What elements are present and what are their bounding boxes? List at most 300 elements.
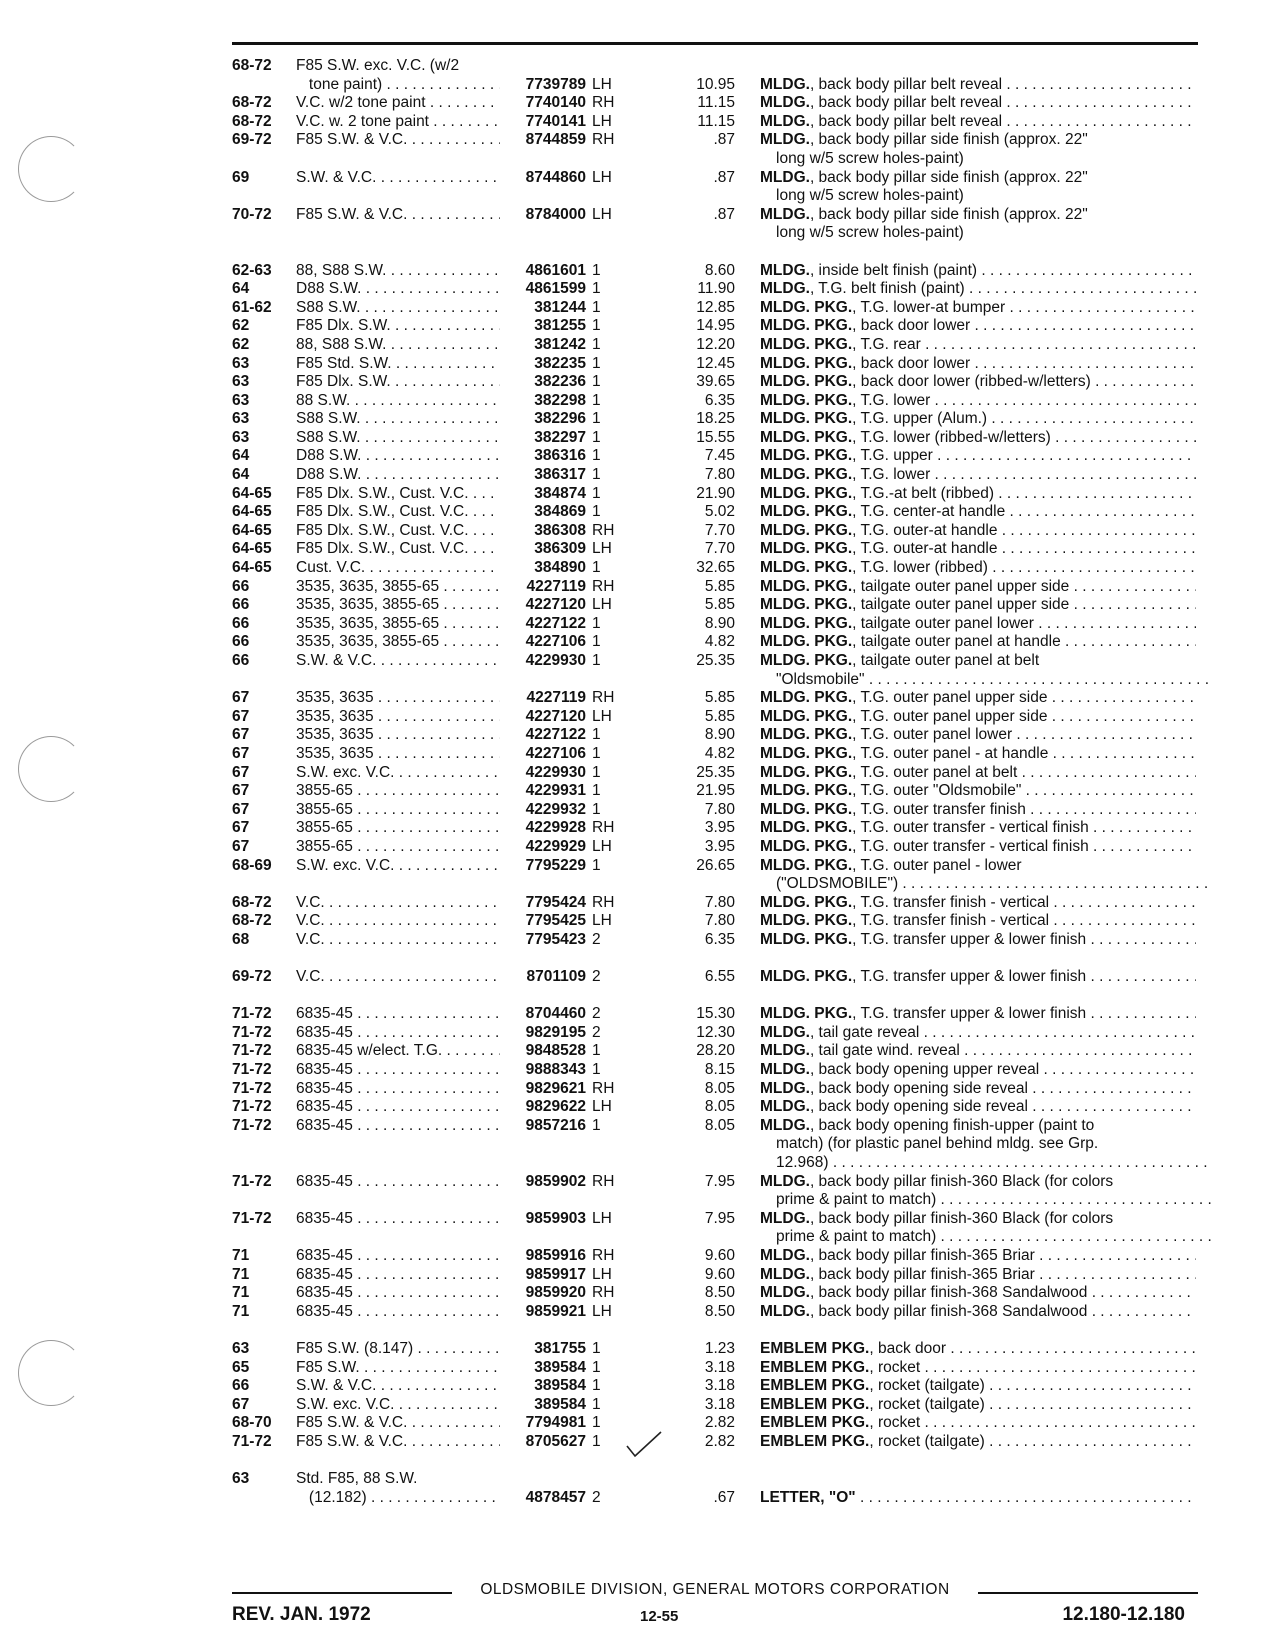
quantity: 1 <box>592 1377 601 1395</box>
part-category: MLDG. PKG. <box>760 744 853 762</box>
model-applicability: 6835-45 . . . <box>296 1247 506 1266</box>
model-applicability: V.C. . . . <box>296 968 506 987</box>
part-number: 4229928 <box>500 819 586 838</box>
model-applicability: 6835-45 . . . <box>296 1117 506 1136</box>
quantity: 1 <box>592 1414 601 1432</box>
part-category: MLDG. PKG. <box>760 577 853 595</box>
description-text: , back body pillar finish-360 Black (for colors <box>809 1172 1114 1190</box>
description-text: , back body pillar side finish (approx. 22" <box>809 205 1088 223</box>
price: 12.30 <box>696 1023 735 1041</box>
quantity: 1 <box>592 447 601 465</box>
part-category: MLDG. PKG. <box>760 856 853 874</box>
part-number: 7795423 <box>500 931 586 950</box>
part-number: 382298 <box>500 392 586 411</box>
model-year: 62-63 <box>232 261 272 279</box>
table-row <box>232 1489 1198 1508</box>
part-number: 4229929 <box>500 838 586 857</box>
model-applicability: D88 S.W. . . . <box>296 466 506 485</box>
part-number: 4227122 <box>500 726 586 745</box>
model-year: 71-72 <box>232 1079 272 1097</box>
price: 7.95 <box>704 1172 735 1190</box>
model-applicability: 3855-65 . . . <box>296 801 506 820</box>
description-text: , T.G. outer panel at belt <box>852 763 1018 781</box>
description-text: , back body opening upper reveal <box>809 1061 1040 1079</box>
model-year: 66 <box>232 577 250 595</box>
part-number: 386317 <box>500 466 586 485</box>
part-description <box>760 1005 1196 1024</box>
price: 1.23 <box>704 1339 735 1357</box>
price: 10.95 <box>696 75 735 93</box>
price: 5.02 <box>704 503 735 521</box>
part-description <box>760 206 1196 225</box>
model-year: 61-62 <box>232 298 272 316</box>
table-row <box>232 485 1198 504</box>
price: 18.25 <box>696 410 735 428</box>
part-number: 9859903 <box>500 1210 586 1229</box>
table-row <box>232 801 1198 820</box>
model-applicability: 3535, 3635 . . . <box>296 708 506 727</box>
part-description <box>760 968 1196 987</box>
quantity: 1 <box>592 856 601 874</box>
description-text: , rocket (tailgate) <box>869 1377 985 1395</box>
part-number: 8744859 <box>500 131 586 150</box>
model-applicability: F85 Dlx. S.W. . . . <box>296 317 506 336</box>
model-year: 63 <box>232 1470 250 1488</box>
table-row <box>232 355 1198 374</box>
part-description <box>760 485 1196 504</box>
part-description <box>760 615 1196 634</box>
quantity: RH <box>592 1247 615 1264</box>
part-description <box>760 1247 1196 1266</box>
part-description <box>760 1042 1196 1061</box>
price: 21.95 <box>696 782 735 800</box>
model-year: 64-65 <box>232 540 272 558</box>
price: 3.18 <box>704 1377 735 1395</box>
model-year: 67 <box>232 726 250 744</box>
table-row <box>232 540 1198 559</box>
table-row <box>232 596 1198 615</box>
quantity: 1 <box>592 391 601 409</box>
table-row <box>232 1191 1198 1210</box>
row-spacer <box>232 1321 1198 1340</box>
description-text: , tailgate outer panel upper side <box>852 577 1070 595</box>
table-row <box>232 187 1198 206</box>
part-description <box>760 857 1196 876</box>
part-category: MLDG. PKG. <box>760 596 853 614</box>
part-number: 4878457 <box>500 1489 586 1508</box>
part-description <box>760 671 1212 690</box>
model-applicability: F85 S.W. & V.C. . . . <box>296 206 506 225</box>
page-number: 12-55 <box>640 1608 679 1625</box>
table-row <box>232 894 1198 913</box>
quantity: RH <box>592 689 615 707</box>
quantity: 1 <box>592 1061 601 1079</box>
description-text: , T.G. center-at handle <box>852 503 1006 521</box>
model-year: 68-72 <box>232 912 272 930</box>
model-applicability: S.W. & V.C. . . . <box>296 652 506 671</box>
table-row <box>232 1210 1198 1229</box>
table-row <box>232 1266 1198 1285</box>
part-category: MLDG. PKG. <box>760 410 853 428</box>
quantity: LH <box>592 1209 612 1227</box>
table-row <box>232 782 1198 801</box>
model-year: 64 <box>232 466 250 484</box>
description-text: 12.968) <box>776 1154 829 1172</box>
part-description <box>760 1414 1196 1433</box>
part-category: MLDG. <box>760 1079 810 1097</box>
part-number: 9859916 <box>500 1247 586 1266</box>
price: 3.18 <box>704 1358 735 1376</box>
quantity: 1 <box>592 373 601 391</box>
price: 7.70 <box>704 540 735 558</box>
description-text: , tailgate outer panel upper side <box>852 596 1070 614</box>
part-number: 9829621 <box>500 1080 586 1099</box>
quantity: 1 <box>592 410 601 428</box>
binder-hole <box>18 736 84 802</box>
part-number: 4229931 <box>500 782 586 801</box>
description-text: , back body pillar finish-365 Briar <box>809 1247 1035 1264</box>
part-number: 7794981 <box>500 1414 586 1433</box>
description-text: , T.G. lower (ribbed-w/letters) <box>852 428 1051 446</box>
part-category: MLDG. PKG. <box>760 484 853 502</box>
table-row <box>232 633 1198 652</box>
price: 9.60 <box>704 1265 735 1283</box>
description-text: , back body pillar side finish (approx. 22" <box>809 131 1088 149</box>
part-number: 381255 <box>500 317 586 336</box>
part-category: MLDG. PKG. <box>760 763 853 781</box>
part-description <box>760 1228 1212 1247</box>
part-description <box>760 689 1196 708</box>
quantity: 1 <box>592 503 601 521</box>
model-year: 71-72 <box>232 1098 272 1116</box>
model-applicability: 6835-45 . . . <box>296 1284 506 1303</box>
price: 8.90 <box>704 614 735 632</box>
description-text: ("OLDSMOBILE") <box>776 875 899 893</box>
description-text: , T.G. outer-at handle <box>852 540 998 558</box>
table-row <box>232 503 1198 522</box>
model-year: 64 <box>232 280 250 298</box>
table-row <box>232 671 1198 690</box>
part-description <box>760 745 1196 764</box>
part-category: MLDG. PKG. <box>760 782 853 800</box>
model-applicability: V.C. . . . <box>296 894 506 913</box>
model-year: 71-72 <box>232 1209 272 1227</box>
group-number: 12.180-12.180 <box>1062 1604 1185 1625</box>
revision-date: REV. JAN. 1972 <box>232 1604 371 1625</box>
model-year: 68-70 <box>232 1414 272 1432</box>
part-number: 386316 <box>500 447 586 466</box>
model-year: 71 <box>232 1247 250 1264</box>
description-text: , T.G. outer panel - at handle <box>852 744 1049 762</box>
part-description <box>760 447 1196 466</box>
model-year: 68-72 <box>232 893 272 911</box>
table-row <box>232 1154 1198 1173</box>
part-description <box>760 429 1196 448</box>
quantity: 1 <box>592 1116 601 1134</box>
quantity: LH <box>592 75 612 93</box>
quantity: RH <box>592 893 615 911</box>
quantity: LH <box>592 112 612 130</box>
part-description <box>760 1266 1196 1285</box>
quantity: 1 <box>592 633 601 651</box>
part-category: MLDG. <box>760 1116 810 1134</box>
table-row <box>232 615 1198 634</box>
part-category: MLDG. PKG. <box>760 391 853 409</box>
part-number: 389584 <box>500 1359 586 1378</box>
table-row <box>232 1377 1198 1396</box>
part-description <box>760 1098 1196 1117</box>
row-spacer <box>232 1452 1198 1471</box>
price: 2.82 <box>704 1414 735 1432</box>
price: .67 <box>713 1488 735 1506</box>
table-row <box>232 838 1198 857</box>
quantity: 2 <box>592 1005 601 1023</box>
part-description <box>760 317 1196 336</box>
part-category: EMBLEM PKG. <box>760 1339 870 1357</box>
model-applicability: 88, S88 S.W. . . . <box>296 336 506 355</box>
description-text: , T.G. lower (ribbed) <box>852 559 988 577</box>
part-category: MLDG. <box>760 168 810 186</box>
quantity: 1 <box>592 428 601 446</box>
quantity: 1 <box>592 317 601 335</box>
quantity: 1 <box>592 800 601 818</box>
model-year: 67 <box>232 819 250 837</box>
model-year: 70-72 <box>232 205 272 223</box>
table-row <box>232 169 1198 188</box>
quantity: RH <box>592 94 615 112</box>
part-number: 384869 <box>500 503 586 522</box>
model-year: 62 <box>232 335 250 353</box>
part-description <box>760 1173 1196 1192</box>
table-row <box>232 726 1198 745</box>
quantity: LH <box>592 707 612 725</box>
table-row <box>232 206 1198 225</box>
model-applicability: S88 S.W. . . . <box>296 299 506 318</box>
table-row <box>232 57 1198 76</box>
part-number: 7740141 <box>500 113 586 132</box>
table-row <box>232 1173 1198 1192</box>
part-number: 381242 <box>500 336 586 355</box>
price: 8.05 <box>704 1098 735 1116</box>
price: 12.45 <box>696 354 735 372</box>
model-applicability: 3535, 3635, 3855-65 . . . <box>296 615 506 634</box>
quantity: LH <box>592 540 612 558</box>
model-applicability: 6835-45 . . . <box>296 1098 506 1117</box>
price: 5.85 <box>704 707 735 725</box>
model-year: 63 <box>232 410 250 428</box>
part-number: 7795425 <box>500 912 586 931</box>
part-description <box>760 1154 1212 1173</box>
part-description <box>760 224 1212 243</box>
part-number: 9859902 <box>500 1173 586 1192</box>
model-applicability: 6835-45 . . . <box>296 1173 506 1192</box>
quantity: 1 <box>592 652 601 669</box>
price: 8.60 <box>704 261 735 279</box>
price: 26.65 <box>696 856 735 874</box>
model-applicability: 3535, 3635, 3855-65 . . . <box>296 578 506 597</box>
table-row <box>232 1247 1198 1266</box>
part-category: MLDG. <box>760 1284 810 1302</box>
model-applicability: S.W. exc. V.C. . . . <box>296 764 506 783</box>
description-text: , back body pillar finish-365 Briar <box>809 1265 1035 1283</box>
table-row <box>232 708 1198 727</box>
part-category: MLDG. PKG. <box>760 373 853 391</box>
model-year: 67 <box>232 1395 250 1413</box>
part-category: MLDG. PKG. <box>760 893 853 911</box>
description-text: , tailgate outer panel at handle <box>852 633 1061 651</box>
part-number: 7795424 <box>500 894 586 913</box>
price: 7.80 <box>704 893 735 911</box>
part-number: 4227119 <box>500 578 586 597</box>
part-number: 4227106 <box>500 633 586 652</box>
part-number: 7795229 <box>500 857 586 876</box>
description-text: , tailgate outer panel at belt <box>852 652 1040 669</box>
model-applicability: F85 S.W. (8.147) . . . <box>296 1340 506 1359</box>
description-text: , T.G. transfer upper & lower finish <box>852 930 1087 948</box>
quantity: 2 <box>592 930 601 948</box>
description-text: , T.G. belt finish (paint) <box>809 280 965 298</box>
model-year: 71-72 <box>232 1432 272 1450</box>
price: 6.35 <box>704 930 735 948</box>
model-year: 68-72 <box>232 57 272 74</box>
model-year: 63 <box>232 373 250 391</box>
quantity: 1 <box>592 484 601 502</box>
part-category: MLDG. <box>760 112 810 130</box>
part-number: 386308 <box>500 522 586 541</box>
part-category: MLDG. PKG. <box>760 800 853 818</box>
price: 15.55 <box>696 428 735 446</box>
table-row <box>232 76 1198 95</box>
model-year: 65 <box>232 1358 250 1376</box>
model-applicability: F85 Dlx. S.W., Cust. V.C. . . . <box>296 522 506 541</box>
row-spacer <box>232 950 1198 969</box>
model-year: 67 <box>232 763 250 781</box>
table-row <box>232 1396 1198 1415</box>
part-number: 384874 <box>500 485 586 504</box>
description-text: , T.G. outer panel upper side <box>852 707 1048 725</box>
part-category: EMBLEM PKG. <box>760 1414 870 1432</box>
description-text: , T.G. outer transfer - vertical finish <box>852 819 1089 837</box>
description-text: , T.G.-at belt (ribbed) <box>852 484 994 502</box>
part-description <box>760 131 1196 150</box>
model-year: 68-69 <box>232 856 272 874</box>
part-description <box>760 764 1196 783</box>
price: 4.82 <box>704 744 735 762</box>
model-year: 71 <box>232 1302 250 1320</box>
part-number: 4227119 <box>500 689 586 708</box>
part-description <box>760 373 1196 392</box>
quantity: 1 <box>592 1432 601 1450</box>
part-description <box>760 1210 1196 1229</box>
part-description <box>760 1061 1196 1080</box>
part-category: MLDG. PKG. <box>760 912 853 930</box>
model-applicability: 6835-45 . . . <box>296 1061 506 1080</box>
model-applicability: 3535, 3635 . . . <box>296 726 506 745</box>
price: 6.55 <box>704 968 735 986</box>
part-number: 384890 <box>500 559 586 578</box>
quantity: 1 <box>592 744 601 762</box>
model-applicability: 6835-45 . . . <box>296 1303 506 1322</box>
model-year: 67 <box>232 744 250 762</box>
part-description <box>760 1377 1196 1396</box>
part-category: MLDG. PKG. <box>760 726 853 744</box>
part-number: 8704460 <box>500 1005 586 1024</box>
model-year: 67 <box>232 689 250 707</box>
model-applicability: F85 S.W. & V.C. . . . <box>296 131 506 150</box>
description-text: , tail gate wind. reveal <box>809 1042 960 1060</box>
description-text: , T.G. outer-at handle <box>852 521 998 539</box>
model-applicability: 88 S.W. . . . <box>296 392 506 411</box>
part-category: MLDG. <box>760 1247 810 1264</box>
model-year: 67 <box>232 837 250 855</box>
model-applicability: D88 S.W. . . . <box>296 280 506 299</box>
model-applicability: 6835-45 . . . <box>296 1210 506 1229</box>
quantity: LH <box>592 837 612 855</box>
part-category: MLDG. <box>760 94 810 112</box>
part-description <box>760 801 1196 820</box>
description-text: , T.G. lower-at bumper <box>852 298 1006 316</box>
description-text: , back body pillar side finish (approx. 22" <box>809 168 1088 186</box>
part-description <box>760 336 1196 355</box>
part-number: 8784000 <box>500 206 586 225</box>
table-row <box>232 392 1198 411</box>
price: 14.95 <box>696 317 735 335</box>
part-description <box>760 1191 1212 1210</box>
model-year: 71-72 <box>232 1023 272 1041</box>
model-year: 63 <box>232 354 250 372</box>
model-year: 69-72 <box>232 131 272 149</box>
part-number: 9848528 <box>500 1042 586 1061</box>
part-category: MLDG. PKG. <box>760 819 853 837</box>
table-row <box>232 447 1198 466</box>
price: .87 <box>713 205 735 223</box>
description-text: , T.G. outer "Oldsmobile" <box>852 782 1022 800</box>
description-text: , rocket (tailgate) <box>869 1432 985 1450</box>
quantity: 1 <box>592 298 601 316</box>
table-row <box>232 875 1198 894</box>
table-row <box>232 1117 1198 1136</box>
description-text: , rocket <box>869 1414 921 1432</box>
part-description <box>760 113 1196 132</box>
quantity: 1 <box>592 354 601 372</box>
description-text: , back body pillar belt reveal <box>809 112 1003 130</box>
part-category: MLDG. <box>760 1023 810 1041</box>
part-description <box>760 912 1196 931</box>
price: 7.70 <box>704 521 735 539</box>
part-category: MLDG. <box>760 1265 810 1283</box>
quantity: LH <box>592 1302 612 1320</box>
price: 21.90 <box>696 484 735 502</box>
model-applicability: 3855-65 . . . <box>296 838 506 857</box>
part-category: MLDG. PKG. <box>760 447 853 465</box>
part-description <box>760 76 1196 95</box>
quantity: RH <box>592 577 615 595</box>
model-applicability: F85 Std. S.W. . . . <box>296 355 506 374</box>
quantity: 1 <box>592 763 601 781</box>
model-applicability: 88, S88 S.W. . . . <box>296 262 506 281</box>
price: 11.15 <box>697 94 735 112</box>
description-text: , tailgate outer panel lower <box>852 614 1034 632</box>
footer-corporation: OLDSMOBILE DIVISION, GENERAL MOTORS CORPORATION <box>480 1581 950 1598</box>
model-year: 64-65 <box>232 503 272 521</box>
model-year: 64-65 <box>232 484 272 502</box>
part-description <box>760 931 1196 950</box>
table-row <box>232 745 1198 764</box>
price: 8.05 <box>704 1116 735 1134</box>
part-number: 4861599 <box>500 280 586 299</box>
model-applicability: V.C. w/2 tone paint . . . <box>296 94 506 113</box>
part-number: 381755 <box>500 1340 586 1359</box>
